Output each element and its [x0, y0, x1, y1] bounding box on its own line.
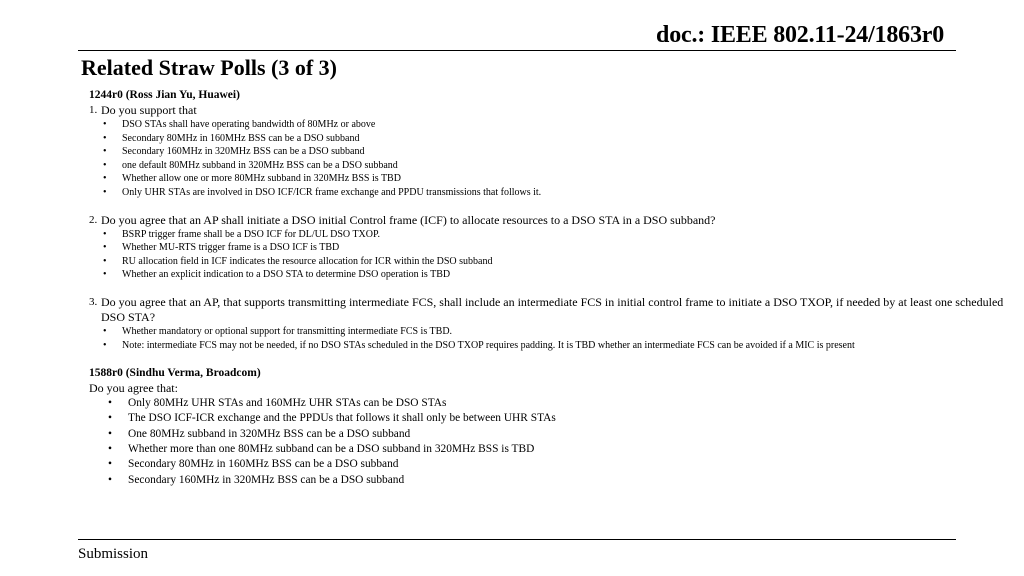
- list-item: • Secondary 160MHz in 320MHz BSS can be a DSO subband: [89, 473, 1009, 488]
- question-2-bullets: [89, 228, 1009, 282]
- section2-bullets: [89, 396, 1009, 488]
- footer-submission: Submission: [78, 546, 149, 562]
- list-item: • Secondary 160MHz in 320MHz BSS can be a DSO subband: [89, 145, 1009, 159]
- document-id: doc.: IEEE 802.11-24/1863r0: [656, 22, 944, 48]
- slide-body: [89, 88, 1009, 488]
- list-item: • Whether mandatory or optional support for transmitting intermediate FCS is TBD.: [89, 325, 1009, 339]
- list-item: • one default 80MHz subband in 320MHz BSS can be a DSO subband: [89, 159, 1009, 173]
- question-number: 2.: [89, 213, 98, 226]
- list-item: • Whether MU-RTS trigger frame is a DSO ICF is TBD: [89, 241, 1009, 255]
- question-2-block: [89, 213, 1009, 282]
- list-item: • RU allocation field in ICF indicates the resource allocation for ICR within the DSO subband: [89, 255, 1009, 269]
- question-number: 3.: [89, 295, 98, 308]
- list-item: • Whether allow one or more 80MHz subband in 320MHz BSS is TBD: [89, 172, 1009, 186]
- slide-title: Related Straw Polls (3 of 3): [81, 55, 338, 80]
- question-text: Do you support that: [101, 103, 197, 117]
- question-number: 1.: [89, 104, 98, 116]
- question-text: Do you agree that an AP, that supports transmitting intermediate FCS, shall include an intermediate FCS in initial control frame to initiate a DSO TXOP, if needed by at least one scheduled DSO STA?: [101, 294, 1004, 324]
- list-item: • Note: intermediate FCS may not be needed, if no DSO STAs scheduled in the DSO TXOP requires padding. It is TBD whether an intermediate FCS can be avoided if a MIC is present: [89, 339, 1009, 353]
- section1-heading: 1244r0 (Ross Jian Yu, Huawei): [89, 89, 240, 101]
- question-text: Do you agree that an AP shall initiate a DSO initial Control frame (ICF) to allocate resources to a DSO STA in a DSO subband?: [101, 212, 716, 227]
- section2-block: [89, 366, 1009, 488]
- section2-heading: 1588r0 (Sindhu Verma, Broadcom): [89, 367, 261, 380]
- question-3-bullets: [89, 325, 1009, 352]
- header-divider: [78, 50, 956, 51]
- list-item: • DSO STAs shall have operating bandwidth of 80MHz or above: [89, 118, 1009, 132]
- list-item: • One 80MHz subband in 320MHz BSS can be a DSO subband: [89, 427, 1009, 442]
- question-3: [89, 295, 1009, 325]
- question-1-bullets: [89, 118, 1009, 200]
- question-2: [89, 213, 1009, 228]
- list-item: • Only 80MHz UHR STAs and 160MHz UHR STAs can be DSO STAs: [89, 396, 1009, 411]
- list-item: • BSRP trigger frame shall be a DSO ICF for DL/UL DSO TXOP.: [89, 228, 1009, 242]
- list-item: • Secondary 80MHz in 160MHz BSS can be a DSO subband: [89, 132, 1009, 146]
- list-item: • The DSO ICF-ICR exchange and the PPDUs that follows it shall only be between UHR STAs: [89, 411, 1009, 426]
- list-item: • Whether an explicit indication to a DSO STA to determine DSO operation is TBD: [89, 268, 1009, 282]
- section2-intro: Do you agree that:: [89, 381, 178, 396]
- footer-divider: [78, 539, 956, 540]
- list-item: • Secondary 80MHz in 160MHz BSS can be a DSO subband: [89, 457, 1009, 472]
- question-3-block: [89, 295, 1009, 352]
- list-item: • Whether more than one 80MHz subband can be a DSO subband in 320MHz BSS is TBD: [89, 442, 1009, 457]
- list-item: • Only UHR STAs are involved in DSO ICF/ICR frame exchange and PPDU transmissions that follows it.: [89, 186, 1009, 200]
- question-1: [89, 103, 1009, 118]
